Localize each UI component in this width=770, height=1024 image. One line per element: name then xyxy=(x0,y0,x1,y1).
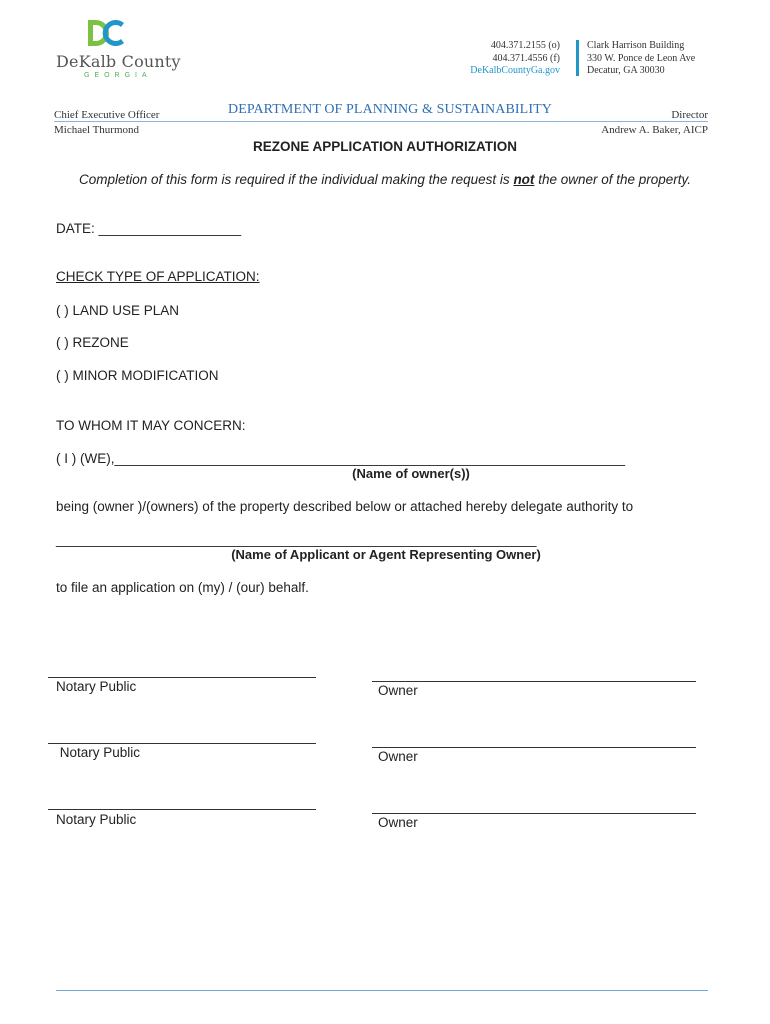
phone-office: 404.371.2155 (o) xyxy=(490,40,560,51)
notary-signature-line-3[interactable] xyxy=(48,809,316,810)
notary-label-1: Notary Public xyxy=(56,679,137,694)
address-line-1: Clark Harrison Building xyxy=(587,40,685,51)
owner-name-field[interactable]: ( I ) (WE),____________________________________________________________________ xyxy=(56,451,626,466)
director-block xyxy=(601,108,708,138)
director-title: Director xyxy=(671,109,708,121)
address-block xyxy=(587,40,695,78)
agent-caption: (Name of Applicant or Agent Representing Owner) xyxy=(231,547,541,562)
behalf-text: to file an application on (my) / (our) behalf. xyxy=(56,580,309,595)
ceo-name: Michael Thurmond xyxy=(54,124,140,136)
form-title: REZONE APPLICATION AUTHORIZATION xyxy=(253,139,517,154)
instruction-pre: Completion of this form is required if the individual making the request is xyxy=(78,172,514,187)
owner-signature-line-3[interactable] xyxy=(372,813,696,814)
salutation: TO WHOM IT MAY CONCERN: xyxy=(56,418,246,433)
owner-label-3: Owner xyxy=(378,815,418,830)
phone-fax: 404.371.4556 (f) xyxy=(492,52,560,64)
dekalb-logo-icon xyxy=(86,18,128,50)
contact-block xyxy=(420,40,560,78)
notary-signature-line-1[interactable] xyxy=(48,677,316,678)
option-rezone[interactable]: ( ) REZONE xyxy=(56,335,129,350)
divider xyxy=(576,40,579,76)
ceo-title: Chief Executive Officer xyxy=(54,109,160,121)
address-line-3: Decatur, GA 30030 xyxy=(587,65,665,76)
brand-name: DeKalb County xyxy=(56,52,181,71)
instruction-emphasis: not xyxy=(513,172,535,187)
department-title: DEPARTMENT OF PLANNING & SUSTAINABILITY xyxy=(228,102,552,117)
agent-name-field[interactable]: ________________________________________________________________ xyxy=(56,532,537,547)
footer-rule xyxy=(56,990,708,991)
check-type-heading: CHECK TYPE OF APPLICATION: xyxy=(56,269,260,284)
notary-label-3: Notary Public xyxy=(56,812,137,827)
director-name: Andrew A. Baker, AICP xyxy=(601,124,708,136)
owner-signature-line-1[interactable] xyxy=(372,681,696,682)
owner-label-2: Owner xyxy=(378,749,418,764)
owner-signature-line-2[interactable] xyxy=(372,747,696,748)
ceo-block xyxy=(54,108,159,138)
website-link[interactable]: DeKalbCountyGa.gov xyxy=(470,65,560,76)
delegate-text: being (owner )/(owners) of the property described below or attached hereby delegate authority to xyxy=(56,499,634,514)
owner-label-1: Owner xyxy=(378,683,418,698)
option-land-use-plan[interactable]: ( ) LAND USE PLAN xyxy=(56,303,180,318)
form-instruction xyxy=(0,172,770,187)
owner-caption: (Name of owner(s)) xyxy=(352,466,470,481)
instruction-post: the owner of the property. xyxy=(534,172,692,187)
address-line-2: 330 W. Ponce de Leon Ave xyxy=(587,52,696,64)
brand-sub: GEORGIA xyxy=(84,72,152,79)
date-field[interactable]: DATE: ___________________ xyxy=(56,221,242,236)
notary-signature-line-2[interactable] xyxy=(48,743,316,744)
notary-label-2: Notary Public xyxy=(56,745,141,760)
option-minor-modification[interactable]: ( ) MINOR MODIFICATION xyxy=(56,368,219,383)
